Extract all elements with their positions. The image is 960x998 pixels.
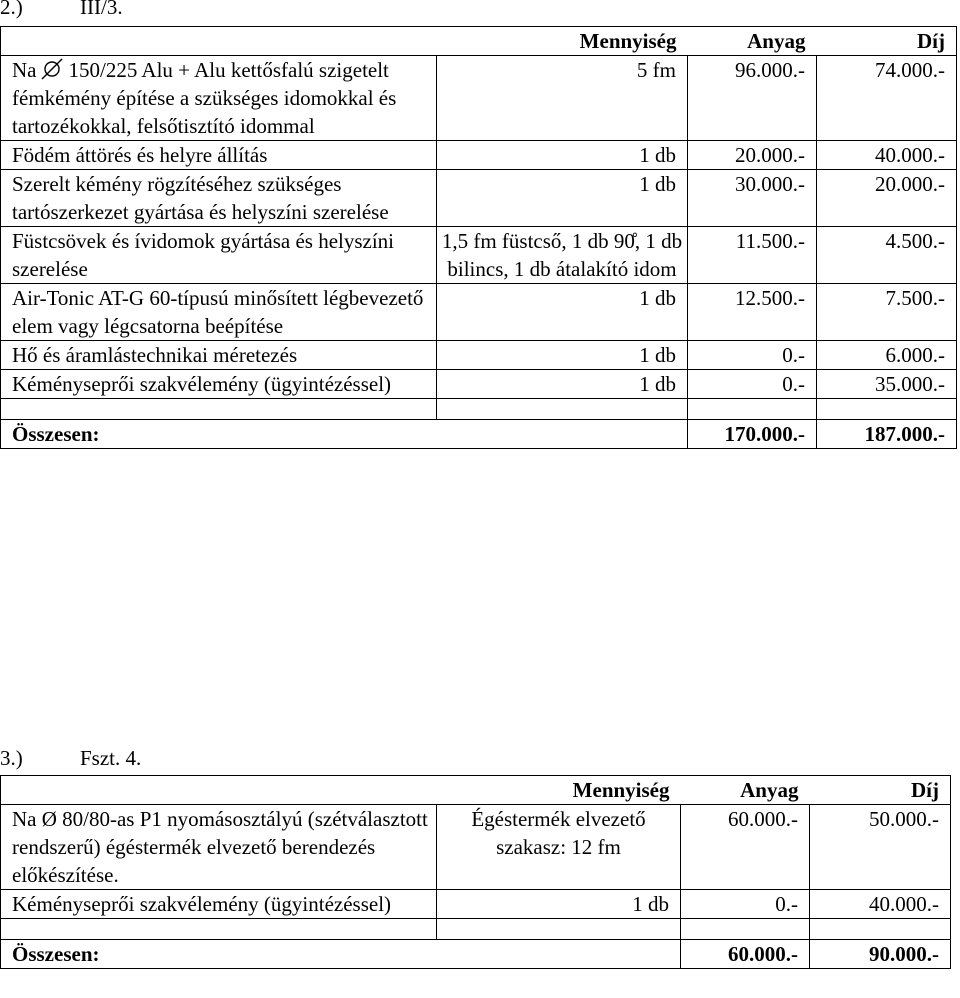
row-quantity: 1 db — [437, 890, 681, 919]
row-quantity: 5 fm — [437, 56, 688, 141]
row-description: Na Ø 80/80-as P1 nyomásosztályú (szétválasztott rendszerű) égéstermék elvezető berendezés előkészítése. — [1, 805, 437, 890]
header-material: Anyag — [688, 27, 817, 56]
row-fee: 6.000.- — [817, 341, 957, 370]
header-quantity: Mennyiség — [437, 27, 688, 56]
section1-table — [0, 26, 957, 449]
section2-table — [0, 775, 951, 969]
row-fee: 7.500.- — [817, 284, 957, 341]
row-material: 96.000.- — [688, 56, 817, 141]
section2-header-row — [1, 776, 951, 805]
row-material: 11.500.- — [688, 227, 817, 284]
section1-title: III/3. — [80, 0, 123, 19]
row-description: Air-Tonic AT-G 60-típusú minősített légbevezető elem vagy légcsatorna beépítése — [1, 284, 437, 341]
total-label: Összesen: — [1, 940, 681, 969]
row-quantity: 1 db — [437, 141, 688, 170]
row-material: 20.000.- — [688, 141, 817, 170]
table-row — [1, 890, 951, 919]
table-row — [1, 370, 957, 399]
row-fee: 20.000.- — [817, 170, 957, 227]
row-fee: 4.500.- — [817, 227, 957, 284]
row-quantity: 1 db — [437, 370, 688, 399]
section1-heading — [0, 0, 123, 20]
header-fee: Díj — [817, 27, 957, 56]
row-material: 0.- — [681, 890, 810, 919]
section2-heading — [0, 746, 141, 771]
row-fee: 40.000.- — [817, 141, 957, 170]
spacer-row — [1, 919, 951, 940]
total-row — [1, 420, 957, 449]
table-row — [1, 341, 957, 370]
header-material: Anyag — [681, 776, 810, 805]
total-fee: 90.000.- — [810, 940, 951, 969]
row-material: 30.000.- — [688, 170, 817, 227]
row-material: 60.000.- — [681, 805, 810, 890]
spacer-row — [1, 399, 957, 420]
row-description: Kéményseprői szakvélemény (ügyintézéssel) — [1, 370, 437, 399]
table-row — [1, 56, 957, 141]
total-fee: 187.000.- — [817, 420, 957, 449]
row-fee: 40.000.- — [810, 890, 951, 919]
row-material: 0.- — [688, 370, 817, 399]
table-row — [1, 284, 957, 341]
row-quantity: Égéstermék elvezető szakasz: 12 fm — [437, 805, 681, 890]
row-material: 0.- — [688, 341, 817, 370]
row-description: Na 150/225 Alu + Alu kettősfalú szigetelt fémkémény építése a szükséges idomokkal és tartozékokkal, felsőtisztító idommal — [1, 56, 437, 141]
total-material: 170.000.- — [688, 420, 817, 449]
section1-number: 2.) — [0, 0, 23, 19]
row-description: Füstcsövek és ívidomok gyártása és helyszíni szerelése — [1, 227, 437, 284]
row-fee: 50.000.- — [810, 805, 951, 890]
row-quantity: 1 db — [437, 341, 688, 370]
section2-number: 3.) — [0, 746, 23, 770]
table-row — [1, 141, 957, 170]
table-row — [1, 170, 957, 227]
table-row — [1, 805, 951, 890]
table-row — [1, 227, 957, 284]
row-quantity: 1 db — [437, 284, 688, 341]
row-fee: 74.000.- — [817, 56, 957, 141]
row-description: Kéményseprői szakvélemény (ügyintézéssel) — [1, 890, 437, 919]
row-description: Födém áttörés és helyre állítás — [1, 141, 437, 170]
row-quantity: 1 db — [437, 170, 688, 227]
row-fee: 35.000.- — [817, 370, 957, 399]
row-quantity: 1,5 fm füstcső, 1 db 90̊, 1 db bilincs, 1 db átalakító idom — [437, 227, 688, 284]
row-description: Szerelt kémény rögzítéséhez szükséges tartószerkezet gyártása és helyszíni szerelése — [1, 170, 437, 227]
row-description: Hő és áramlástechnikai méretezés — [1, 341, 437, 370]
diameter-icon — [41, 58, 63, 80]
row-material: 12.500.- — [688, 284, 817, 341]
header-fee: Díj — [810, 776, 951, 805]
total-material: 60.000.- — [681, 940, 810, 969]
header-quantity: Mennyiség — [437, 776, 681, 805]
total-label: Összesen: — [1, 420, 688, 449]
section1-header-row — [1, 27, 957, 56]
section2-title: Fszt. 4. — [80, 746, 142, 770]
total-row — [1, 940, 951, 969]
